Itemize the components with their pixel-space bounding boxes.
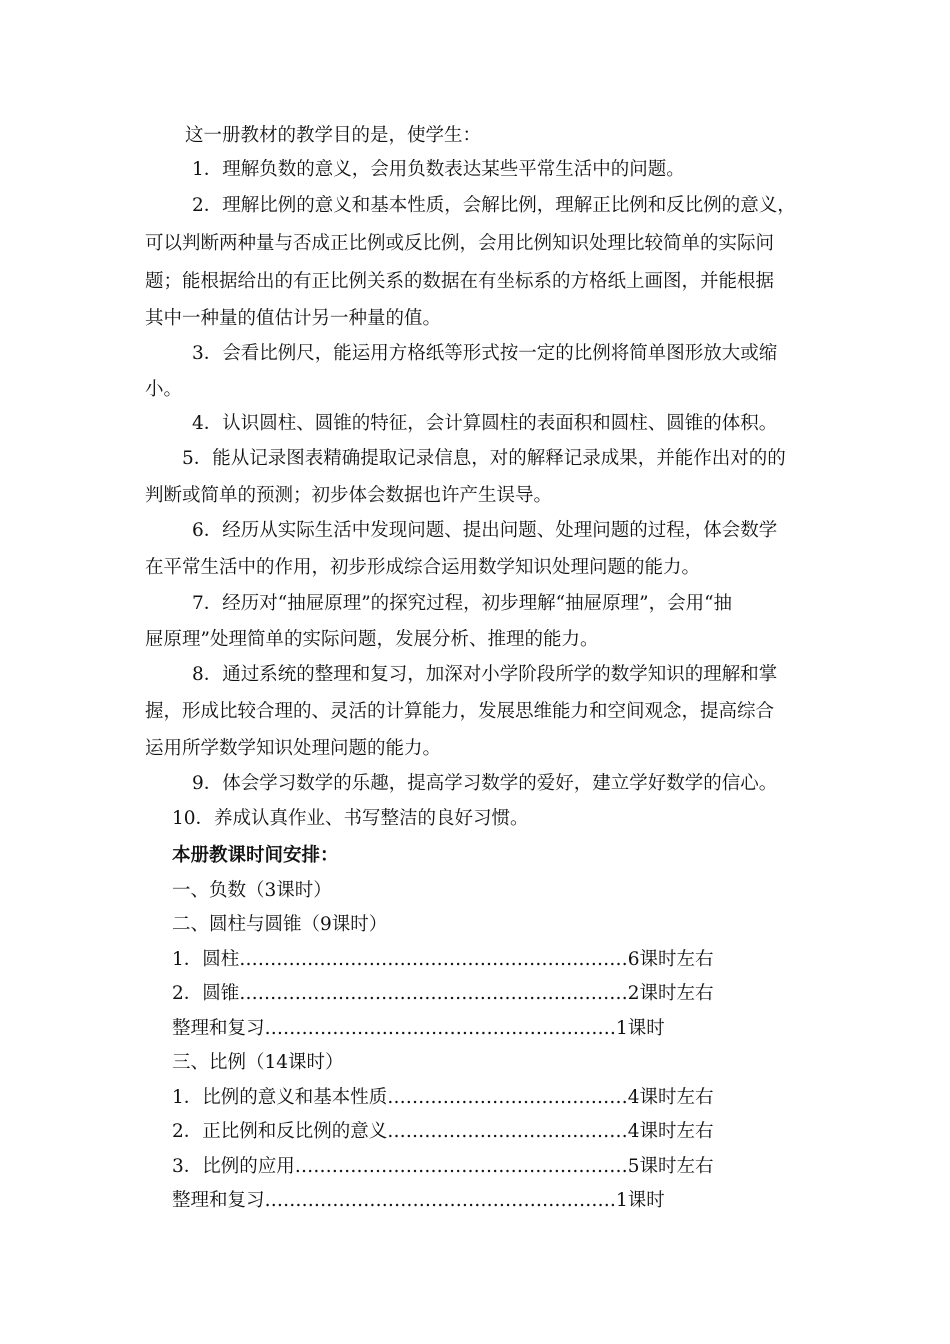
schedule-heading: 本册教课时间安排： bbox=[172, 845, 339, 866]
goal-6-line-1: 6．经历从实际生活中发现问题、提出问题、处理问题的过程，体会数学 bbox=[192, 520, 778, 541]
schedule-item-5: 整理和复习…………………………………………………1课时 bbox=[172, 1018, 665, 1039]
schedule-item-8: 2．正比例和反比例的意义…………………………………4课时左右 bbox=[172, 1121, 714, 1142]
intro-line: 这一册教材的教学目的是，使学生： bbox=[185, 125, 482, 146]
goal-2-line-2: 可以判断两种量与否成正比例或反比例，会用比例知识处理比较简单的实际问 bbox=[145, 233, 775, 254]
goal-2-line-1: 2．理解比例的意义和基本性质，会解比例，理解正比例和反比例的意义， bbox=[192, 195, 796, 216]
schedule-item-10: 整理和复习…………………………………………………1课时 bbox=[172, 1190, 665, 1211]
schedule-item-3: 1．圆柱………………………………………………………6课时左右 bbox=[172, 949, 714, 970]
goal-5-line-1: 5．能从记录图表精确提取记录信息，对的解释记录成果，并能作出对的的 bbox=[182, 448, 786, 469]
goal-1-line-1: 1．理解负数的意义，会用负数表达某些平常生活中的问题。 bbox=[192, 159, 685, 180]
schedule-item-9: 3．比例的应用………………………………………………5课时左右 bbox=[172, 1156, 714, 1177]
goal-8-line-1: 8．通过系统的整理和复习，加深对小学阶段所学的数学知识的理解和掌 bbox=[192, 664, 778, 685]
schedule-item-4: 2．圆锥………………………………………………………2课时左右 bbox=[172, 983, 714, 1004]
goal-7-line-2: 屉原理”处理简单的实际问题，发展分析、推理的能力。 bbox=[145, 629, 599, 650]
goal-6-line-2: 在平常生活中的作用，初步形成综合运用数学知识处理问题的能力。 bbox=[145, 557, 701, 578]
goal-8-line-2: 握，形成比较合理的、灵活的计算能力，发展思维能力和空间观念，提高综合 bbox=[145, 701, 775, 722]
goal-9-line-1: 9．体会学习数学的乐趣，提高学习数学的爱好，建立学好数学的信心。 bbox=[192, 773, 778, 794]
goal-5-line-2: 判断或简单的预测；初步体会数据也许产生误导。 bbox=[145, 485, 553, 506]
schedule-item-1: 一、负数（3课时） bbox=[172, 880, 332, 901]
schedule-item-2: 二、圆柱与圆锥（9课时） bbox=[172, 914, 388, 935]
goal-2-line-4: 其中一种量的值估计另一种量的值。 bbox=[145, 308, 442, 329]
schedule-item-7: 1．比例的意义和基本性质…………………………………4课时左右 bbox=[172, 1087, 714, 1108]
goal-3-line-2: 小。 bbox=[145, 379, 183, 400]
goal-3-line-1: 3．会看比例尺，能运用方格纸等形式按一定的比例将简单图形放大或缩 bbox=[192, 343, 778, 364]
goal-10-line-1: 10．养成认真作业、书写整洁的良好习惯。 bbox=[172, 808, 529, 829]
goal-4-line-1: 4．认识圆柱、圆锥的特征，会计算圆柱的表面积和圆柱、圆锥的体积。 bbox=[192, 413, 778, 434]
goal-2-line-3: 题；能根据给出的有正比例关系的数据在有坐标系的方格纸上画图，并能根据 bbox=[145, 271, 775, 292]
goal-7-line-1: 7．经历对“抽屉原理”的探究过程，初步理解“抽屉原理”，会用“抽 bbox=[192, 593, 733, 614]
goal-8-line-3: 运用所学数学知识处理问题的能力。 bbox=[145, 738, 442, 759]
schedule-item-6: 三、比例（14课时） bbox=[172, 1052, 344, 1073]
